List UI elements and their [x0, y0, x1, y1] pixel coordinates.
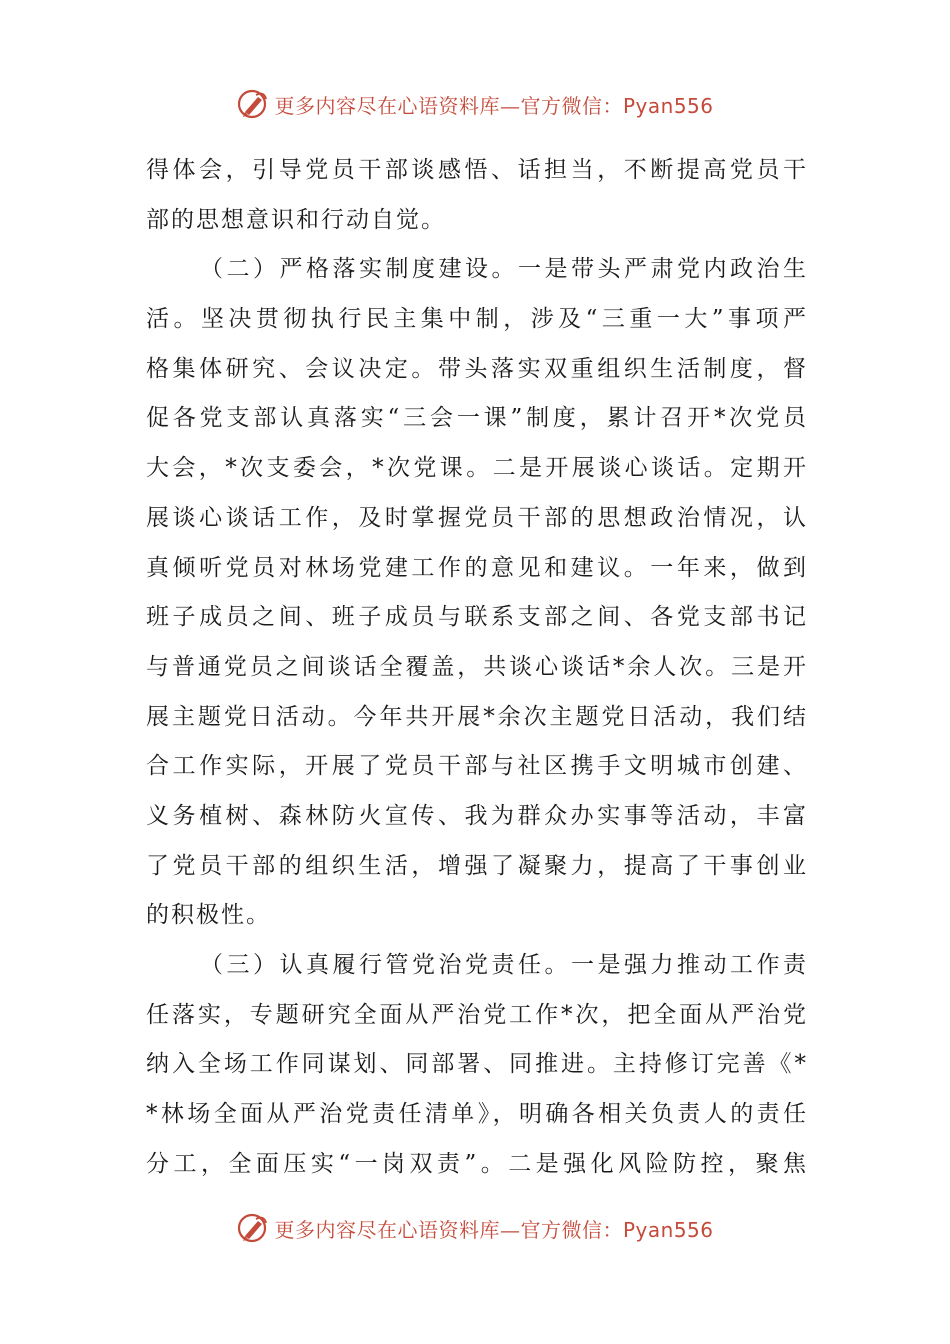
text-line: 纳入全场工作同谋划、同部署、同推进。主持修订完善《* [146, 1051, 806, 1078]
document-body [146, 146, 806, 1189]
watermark-wechat-id: Pyan556 [622, 93, 714, 118]
watermark-text [274, 1214, 713, 1243]
text-line: 大会，*次支委会，*次党课。二是开展谈心谈话。定期开 [146, 455, 806, 482]
text-line: （三）认真履行管党治党责任。一是强力推动工作责 [200, 952, 806, 978]
watermark-main-text: 更多内容尽在心语资料库—官方微信： [274, 1217, 623, 1242]
text-line: 任落实，专题研究全面从严治党工作*次，把全面从严治党 [146, 1001, 806, 1028]
watermark-text [274, 90, 713, 119]
text-line: *林场全面从严治党责任清单》，明确各相关负责人的责任 [146, 1101, 806, 1128]
pen-logo-icon [236, 1211, 270, 1245]
text-line: 了党员干部的组织生活，增强了凝聚力，提高了干事创业 [146, 852, 806, 879]
text-line: 与普通党员之间谈话全覆盖，共谈心谈话*余人次。三是开 [146, 653, 806, 680]
text-line: （二）严格落实制度建设。一是带头严肃党内政治生 [200, 256, 806, 283]
watermark-banner-top [0, 84, 950, 124]
text-line: 分工，全面压实“一岗双责”。二是强化风险防控，聚焦 [146, 1150, 806, 1177]
text-line: 格集体研究、会议决定。带头落实双重组织生活制度，督 [146, 355, 806, 382]
text-line: 的积极性。 [146, 902, 271, 929]
text-line: 部的思想意识和行动自觉。 [146, 206, 446, 233]
text-line: 展主题党日活动。今年共开展*余次主题党日活动，我们结 [146, 703, 806, 730]
text-line: 展谈心谈话工作，及时掌握党员干部的思想政治情况，认 [146, 504, 806, 531]
text-line: 得体会，引导党员干部谈感悟、话担当，不断提高党员干 [146, 157, 806, 183]
text-line: 班子成员之间、班子成员与联系支部之间、各党支部书记 [146, 604, 806, 631]
text-line: 促各党支部认真落实“三会一课”制度，累计召开*次党员 [146, 405, 806, 432]
text-line: 真倾听党员对林场党建工作的意见和建议。一年来，做到 [146, 554, 806, 581]
text-line: 义务植树、森林防火宣传、我为群众办实事等活动，丰富 [146, 802, 806, 829]
watermark-banner-bottom [0, 1208, 950, 1248]
watermark-wechat-id: Pyan556 [622, 1217, 714, 1242]
pen-logo-icon [236, 87, 270, 121]
text-line: 合工作实际，开展了党员干部与社区携手文明城市创建、 [146, 753, 806, 780]
watermark-main-text: 更多内容尽在心语资料库—官方微信： [274, 93, 623, 118]
text-line: 活。坚决贯彻执行民主集中制，涉及“三重一大”事项严 [146, 306, 806, 333]
